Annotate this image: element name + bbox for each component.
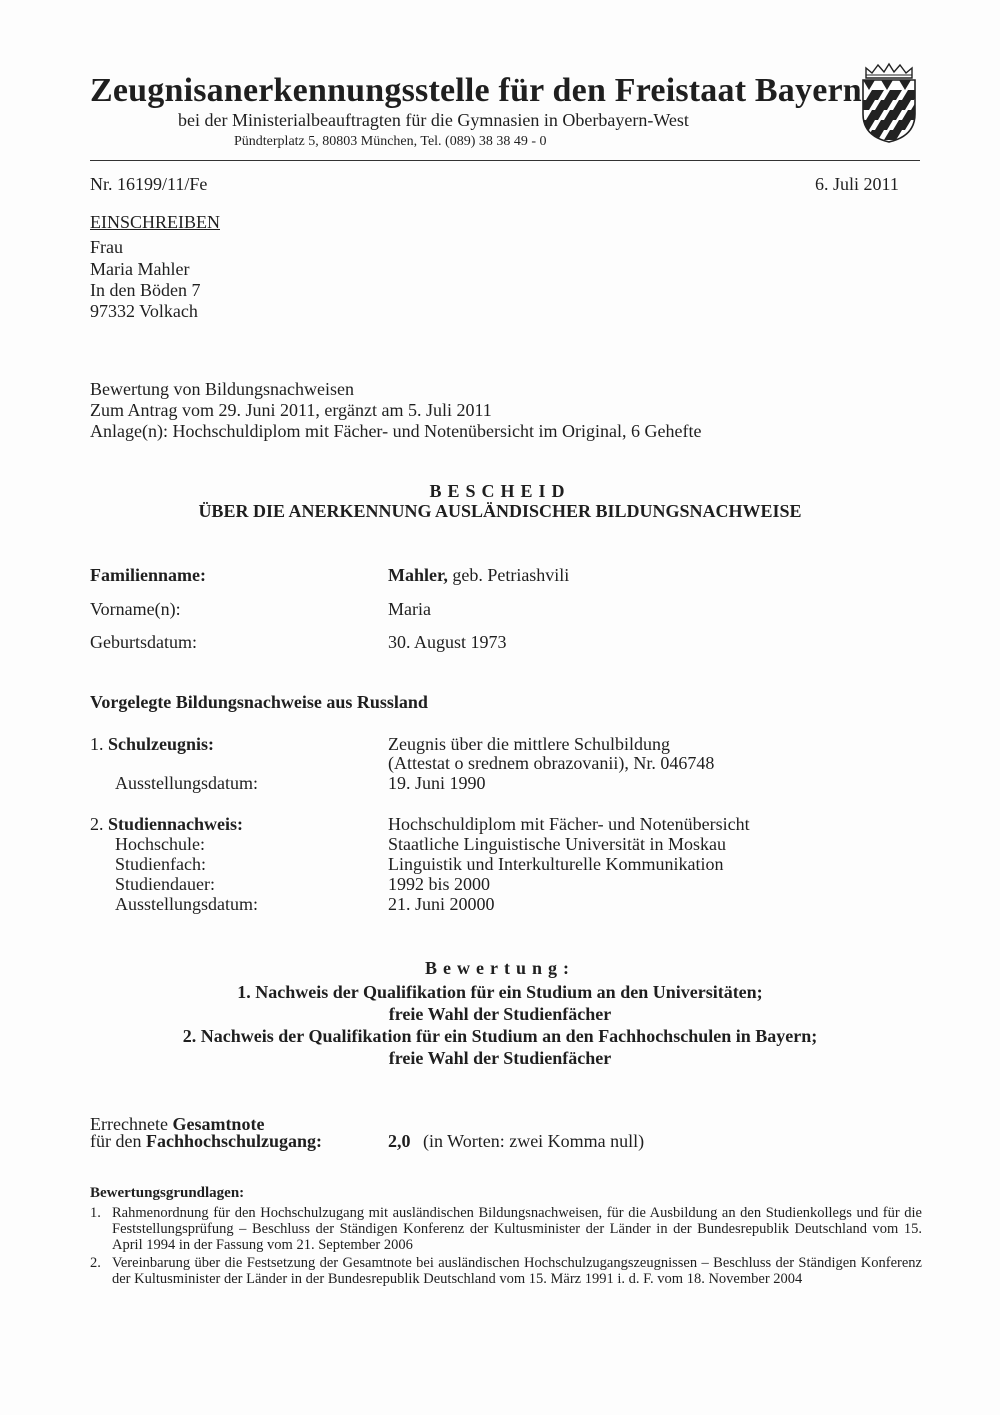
- basis-heading: Bewertungsgrundlagen:: [90, 1185, 245, 1201]
- evaluation-item-1-line-2: freie Wahl der Studienfächer: [388, 1004, 612, 1024]
- study-subject-label: Studienfach:: [115, 854, 206, 874]
- school-number: 1.: [90, 734, 104, 754]
- study-label: Studiennachweis:: [108, 814, 244, 834]
- authority-address: Pündterplatz 5, 80803 München, Tel. (089) 38 38 49 - 0: [234, 134, 547, 149]
- birthdate-label: Geburtsdatum:: [90, 632, 197, 652]
- reference-number: Nr. 16199/11/Fe: [90, 174, 208, 194]
- evaluation-item-2-line-1: 2. Nachweis der Qualifikation für ein Studium an den Fachhochschulen in Bayern;: [182, 1026, 818, 1046]
- school-label-row: [90, 734, 214, 755]
- subject-line-1: Bewertung von Bildungsnachweisen: [90, 379, 354, 399]
- birth-name: geb. Petriashvili: [452, 565, 570, 585]
- birthdate-value: 30. August 1973: [388, 632, 507, 652]
- study-value: Hochschuldiplom mit Fächer- und Notenübersicht: [388, 814, 750, 834]
- surname-value: [388, 565, 569, 586]
- firstname-label: Vorname(n):: [90, 599, 181, 619]
- school-date: 19. Juni 1990: [388, 773, 486, 793]
- list-item: 2. Vereinbarung über die Festsetzung der Gesamtnote bei ausländischen Hochschulzugangszeugnissen – Beschluss der Ständigen Konferenz der Kultusminister der Länder in der Bundesrepublik Deutschland vom 15. März 1991 i. d. F. vom 18. November 2004: [90, 1255, 922, 1287]
- recipient-salutation: Frau: [90, 237, 123, 257]
- document-date: 6. Juli 2011: [815, 174, 899, 194]
- bescheid-subheading: ÜBER DIE ANERKENNUNG AUSLÄNDISCHER BILDUNGSNACHWEISE: [198, 501, 802, 521]
- evaluation-item-2-line-2: freie Wahl der Studienfächer: [388, 1048, 612, 1068]
- school-line-2: (Attestat o srednem obrazovanii), Nr. 046748: [388, 753, 715, 773]
- header-divider: [90, 160, 920, 161]
- bescheid-heading: BESCHEID: [429, 481, 571, 501]
- grade-value: 2,0: [388, 1131, 411, 1151]
- recipient-street: In den Böden 7: [90, 280, 201, 300]
- documents-heading: Vorgelegte Bildungsnachweise aus Russland: [90, 692, 428, 712]
- subject-line-3: Anlage(n): Hochschuldiplom mit Fächer- und Notenübersicht im Original, 6 Gehefte: [90, 421, 702, 441]
- authority-title: Zeugnisanerkennungsstelle für den Freistaat Bayern: [90, 72, 862, 109]
- surname: Mahler,: [388, 565, 448, 585]
- study-duration-label: Studiendauer:: [115, 874, 215, 894]
- school-date-label: Ausstellungsdatum:: [115, 773, 258, 793]
- evaluation-heading: Bewertung:: [425, 958, 575, 978]
- surname-label: Familienname:: [90, 565, 206, 585]
- study-label-row: [90, 814, 243, 835]
- mail-type: EINSCHREIBEN: [90, 212, 220, 232]
- list-item: 1. Rahmenordnung für den Hochschulzugang mit ausländischen Bildungsnachweisen, für die Ausbildung an den Studienkollegs und für die Feststellungsprüfung – Beschluss der Ständigen Konferenz der Kultusminister der Länder in der Bundesrepublik Deutschland vom 15. April 1994 in der Fassung vom 21. September 2006: [90, 1205, 922, 1253]
- school-line-1: Zeugnis über die mittlere Schulbildung: [388, 734, 670, 754]
- study-number: 2.: [90, 814, 104, 834]
- study-date-label: Ausstellungsdatum:: [115, 894, 258, 914]
- bavarian-coat-of-arms-icon: [860, 62, 918, 144]
- study-university-label: Hochschule:: [115, 834, 205, 854]
- grade-label-line-2: für den Fachhochschulzugang:: [90, 1131, 323, 1151]
- authority-subtitle: bei der Ministerialbeauftragten für die Gymnasien in Oberbayern-West: [178, 110, 689, 130]
- recipient-city: 97332 Volkach: [90, 301, 198, 321]
- recipient-name: Maria Mahler: [90, 259, 190, 279]
- study-date: 21. Juni 20000: [388, 894, 495, 914]
- school-label: Schulzeugnis:: [108, 734, 215, 754]
- grade-in-words: (in Worten: zwei Komma null): [423, 1131, 645, 1151]
- grade-label-line-1: Errechnete Gesamtnote: [90, 1114, 265, 1134]
- study-duration: 1992 bis 2000: [388, 874, 491, 894]
- study-university: Staatliche Linguistische Universität in Moskau: [388, 834, 726, 854]
- subject-line-2: Zum Antrag vom 29. Juni 2011, ergänzt am 5. Juli 2011: [90, 400, 492, 420]
- evaluation-item-1-line-1: 1. Nachweis der Qualifikation für ein Studium an den Universitäten;: [237, 982, 763, 1002]
- grade-value-row: [388, 1131, 644, 1152]
- basis-list: [90, 1205, 922, 1289]
- study-subject: Linguistik und Interkulturelle Kommunikation: [388, 854, 724, 874]
- firstname-value: Maria: [388, 599, 431, 619]
